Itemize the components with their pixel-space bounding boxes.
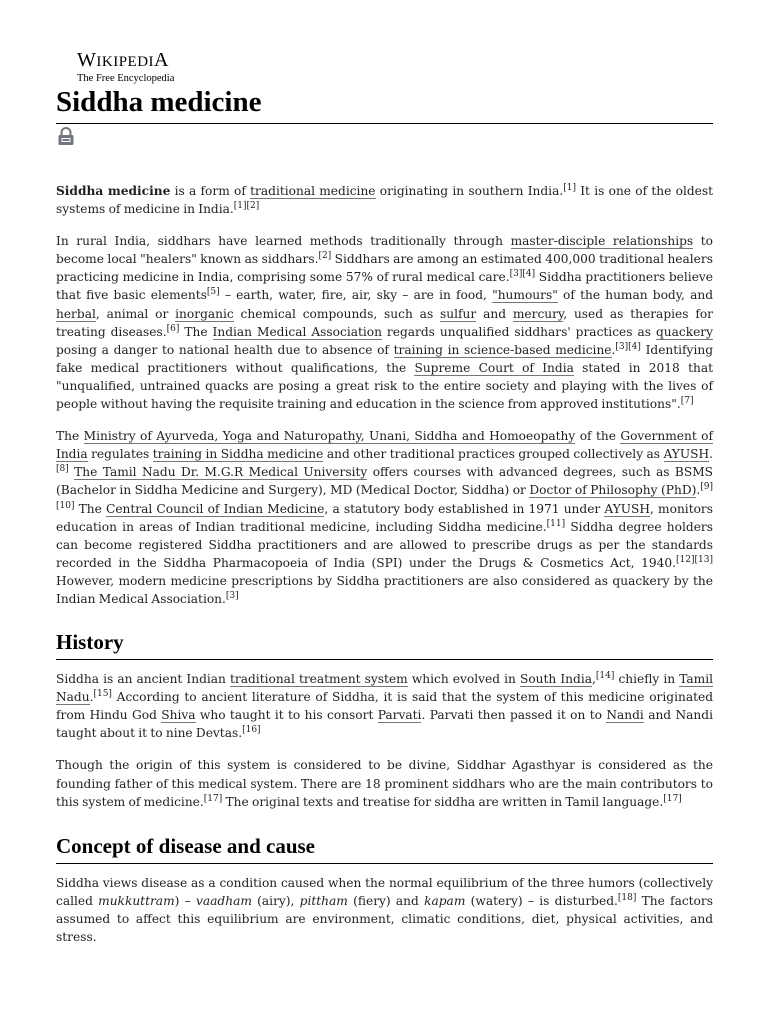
logo-wordmark: WIKIPEDIA	[77, 49, 169, 71]
citation[interactable]: [3][4]	[509, 269, 536, 280]
link-science-training[interactable]: training in science-based medicine	[393, 342, 612, 357]
link-phd[interactable]: Doctor of Philosophy (PhD)	[529, 483, 697, 498]
citation[interactable]: [3][4]	[615, 341, 641, 352]
citation[interactable]: [17]	[663, 793, 682, 804]
link-south-india[interactable]: South India	[519, 672, 592, 687]
citation[interactable]: [9][10]	[56, 482, 713, 511]
link-supreme-court[interactable]: Supreme Court of India	[414, 360, 574, 375]
citation[interactable]: [2]	[318, 251, 332, 262]
citation[interactable]: [7]	[680, 395, 694, 406]
citation[interactable]: [8]	[56, 464, 69, 475]
link-traditional-treatment[interactable]: traditional treatment system	[230, 672, 408, 687]
link-central-council[interactable]: Central Council of Indian Medicine	[106, 501, 325, 516]
citation[interactable]: [14]	[595, 671, 615, 681]
link-sulfur[interactable]: sulfur	[440, 306, 477, 321]
citation[interactable]: [11]	[546, 518, 566, 529]
term-mukkuttram: mukkuttram	[98, 893, 175, 908]
citation[interactable]: [1]	[563, 182, 576, 193]
link-ayush-2[interactable]: AYUSH	[604, 501, 651, 516]
citation[interactable]: [3]	[225, 590, 239, 601]
paragraph-history-1: Siddha is an ancient Indian traditional treatment system which evolved in South India,[14] chiefly in Tamil Nadu.[15] According to ancient literature of Siddha, it is said that the system of this medicine originated from Hindu God Shiva who taught it to his consort Parvati. Parvati then passed it on to Nandi and Nandi taught about it to nine Devtas.[16]	[56, 671, 714, 741]
paragraph-intro: Siddha medicine is a form of traditional medicine originating in southern India.[1] It is one of the oldest systems of medicine in India.[1][2]	[56, 182, 714, 217]
link-parvati[interactable]: Parvati	[377, 708, 422, 723]
citation[interactable]: [16]	[242, 725, 261, 736]
paragraph-concept: Siddha views disease as a condition caused when the normal equilibrium of the three humors (collectively called mukkuttram) – vaadham (airy), pittham (fiery) and kapam (watery) – is disturbed.[18] The factors assumed to affect this equilibrium are environment, climatic conditions, diet, physical activities, and stress.	[56, 875, 713, 944]
link-master-disciple[interactable]: master-disciple relationships	[510, 234, 694, 249]
logo-tagline: The Free Encyclopedia	[77, 73, 175, 84]
link-ministry-ayush[interactable]: Ministry of Ayurveda, Yoga and Naturopathy, Unani, Siddha and Homoeopathy	[83, 429, 576, 444]
page-title: Siddha medicine	[56, 84, 713, 124]
link-herbal[interactable]: herbal	[56, 306, 96, 321]
term-pittham: pittham	[299, 893, 348, 908]
bold-term: Siddha medicine	[56, 184, 171, 198]
paragraph-regulation: The Ministry of Ayurveda, Yoga and Naturopathy, Unani, Siddha and Homoeopathy of the Government of India regulates training in Siddha medicine and other traditional practices grouped collectively as AYUSH.[8] The Tamil Nadu Dr. M.G.R Medical University offers courses with advanced degrees, such as BSMS (Bachelor in Siddha Medicine and Surgery), MD (Medical Doctor, Siddha) or Doctor of Philosophy (PhD).[9][10] The Central Council of Indian Medicine, a statutory body established in 1971 under AYUSH, monitors education in areas of Indian traditional medicine, including Siddha medicine.[11] Siddha degree holders can become registered Siddha practitioners and are allowed to prescribe drugs as per the standards recorded in the Siddha Pharmacopoeia of India (SPI) under the Drugs & Cosmetics Act, 1940.[12][13] However, modern medicine prescriptions by Siddha practitioners are also considered as quackery by the Indian Medical Association.[3]	[56, 429, 714, 606]
wikipedia-logo[interactable]	[77, 50, 217, 85]
paragraph-history-2: Though the origin of this system is considered to be divine, Siddhar Agasthyar is considered as the founding father of this medical system. There are 18 prominent siddhars who are the main contributors to this system of medicine.[17] The original texts and treatise for siddha are written in Tamil language.[17]	[56, 758, 713, 809]
term-vaadham: vaadham	[196, 893, 252, 908]
link-quackery[interactable]: quackery	[655, 324, 714, 339]
link-indian-medical-association[interactable]: Indian Medical Association	[212, 324, 382, 339]
citation[interactable]: [15]	[93, 689, 112, 700]
citation[interactable]: [17]	[203, 793, 223, 804]
link-humours[interactable]: "humours"	[492, 288, 558, 303]
paragraph-rural: In rural India, siddhars have learned methods traditionally through master-disciple relationships to become local "healers" known as siddhars.[2] Siddhars are among an estimated 400,000 traditional healers practicing medicine in India, comprising some 57% of rural medical care.[3][4] Siddha practitioners believe that five basic elements[5] – earth, water, fire, air, sky – are in food, "humours" of the human body, and herbal, animal or inorganic chemical compounds, such as sulfur and mercury, used as therapies for treating diseases.[6] The Indian Medical Association regards unqualified siddhars' practices as quackery posing a danger to national health due to absence of training in science-based medicine.[3][4] Identifying fake medical practitioners without qualifications, the Supreme Court of India stated in 2018 that "unqualified, untrained quacks are posing a great risk to the entire society and playing with the lives of people without having the requisite training and education in the science from approved institutions".[7]	[56, 234, 714, 412]
link-nandi[interactable]: Nandi	[606, 708, 644, 723]
link-training-siddha[interactable]: training in Siddha medicine	[152, 447, 324, 462]
article-body	[56, 182, 713, 960]
section-heading-concept: Concept of disease and cause	[56, 833, 713, 864]
link-traditional-medicine[interactable]: traditional medicine	[250, 184, 376, 198]
term-kapam: kapam	[424, 893, 466, 908]
citation[interactable]: [12][13]	[676, 554, 713, 565]
citation[interactable]: [1][2]	[233, 201, 260, 212]
citation[interactable]: [6]	[166, 323, 180, 334]
citation[interactable]: [18]	[617, 892, 637, 903]
link-tamil-nadu[interactable]: Tamil Nadu	[56, 672, 714, 705]
citation[interactable]: [5]	[206, 287, 220, 298]
link-shiva[interactable]: Shiva	[161, 708, 196, 723]
link-inorganic[interactable]: inorganic	[175, 306, 234, 321]
link-ayush[interactable]: AYUSH	[663, 447, 710, 462]
link-mercury[interactable]: mercury	[512, 306, 564, 321]
lock-icon[interactable]	[57, 127, 75, 146]
section-heading-history: History	[56, 629, 713, 660]
link-government-of-india[interactable]: Government of India	[56, 429, 713, 462]
link-tamil-nadu-university[interactable]: The Tamil Nadu Dr. M.G.R Medical University	[74, 465, 368, 480]
